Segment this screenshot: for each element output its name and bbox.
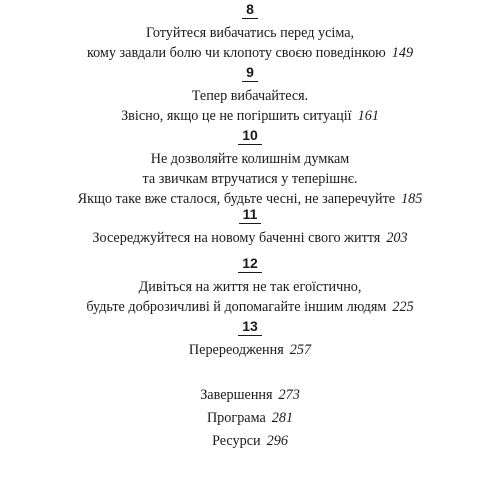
page-number: 281	[271, 410, 294, 426]
chapter-title-text: Перереодження	[188, 342, 284, 358]
chapter-title	[0, 86, 500, 126]
chapter-number: 11	[239, 207, 262, 224]
toc-chapter-8	[0, 1, 500, 63]
toc-entry-conclusion	[0, 384, 500, 407]
toc-chapter-9	[0, 64, 500, 126]
chapter-title	[0, 228, 500, 248]
page-number: 257	[289, 342, 312, 358]
chapter-number: 12	[238, 256, 262, 273]
chapter-title-line-last	[0, 43, 500, 63]
page-number: 161	[357, 108, 379, 124]
chapter-title	[0, 277, 500, 317]
chapter-number: 9	[242, 65, 258, 82]
page-number: 296	[266, 433, 288, 449]
chapter-title	[0, 23, 500, 63]
chapter-number: 8	[242, 2, 258, 19]
toc-chapter-12	[0, 255, 500, 317]
page-number: 149	[391, 45, 414, 61]
chapter-title-line: Не дозволяйте колишнім думкам	[150, 151, 350, 167]
page-number: 203	[386, 230, 408, 246]
chapter-title-text: кому завдали болю чи клопоту своєю поведінкою	[86, 45, 386, 61]
chapter-title-line-last	[0, 228, 500, 248]
toc-appendix	[0, 384, 500, 453]
toc-chapter-13	[0, 318, 500, 360]
chapter-title-text: будьте доброзичливі й допомагайте іншим людям	[86, 299, 387, 315]
chapter-title-line-last	[0, 340, 500, 360]
chapter-title-line: та звичкам втручатися у теперішнє.	[142, 171, 358, 187]
toc-entry-program	[0, 407, 500, 430]
chapter-title	[0, 340, 500, 360]
entry-label: Завершення	[200, 387, 273, 403]
chapter-title-line-last	[0, 297, 500, 317]
chapter-title-text: Зосереджуйтеся на новому баченні свого життя	[92, 230, 381, 246]
chapter-number: 10	[238, 128, 262, 145]
chapter-title-text: Звісно, якщо це не погіршить ситуації	[121, 108, 352, 124]
entry-label: Ресурси	[212, 433, 261, 449]
page-number: 185	[401, 191, 423, 207]
entry-label: Програма	[206, 410, 266, 426]
chapter-title-line: Готуйтеся вибачатись перед усіма,	[145, 25, 355, 41]
chapter-title	[0, 149, 500, 209]
page-number: 273	[278, 387, 300, 403]
chapter-title-line: Дивіться на життя не так егоїстично,	[138, 279, 362, 295]
chapter-title-line: Тепер вибачайтеся.	[191, 88, 309, 104]
page-number: 225	[392, 299, 414, 315]
chapter-number: 13	[238, 319, 262, 336]
toc-entry-resources	[0, 430, 500, 453]
chapter-title-text: Якщо таке вже сталося, будьте чесні, не заперечуйте	[77, 191, 396, 207]
toc-chapter-11	[0, 206, 500, 248]
toc-chapter-10	[0, 127, 500, 209]
chapter-title-line-last	[0, 106, 500, 126]
